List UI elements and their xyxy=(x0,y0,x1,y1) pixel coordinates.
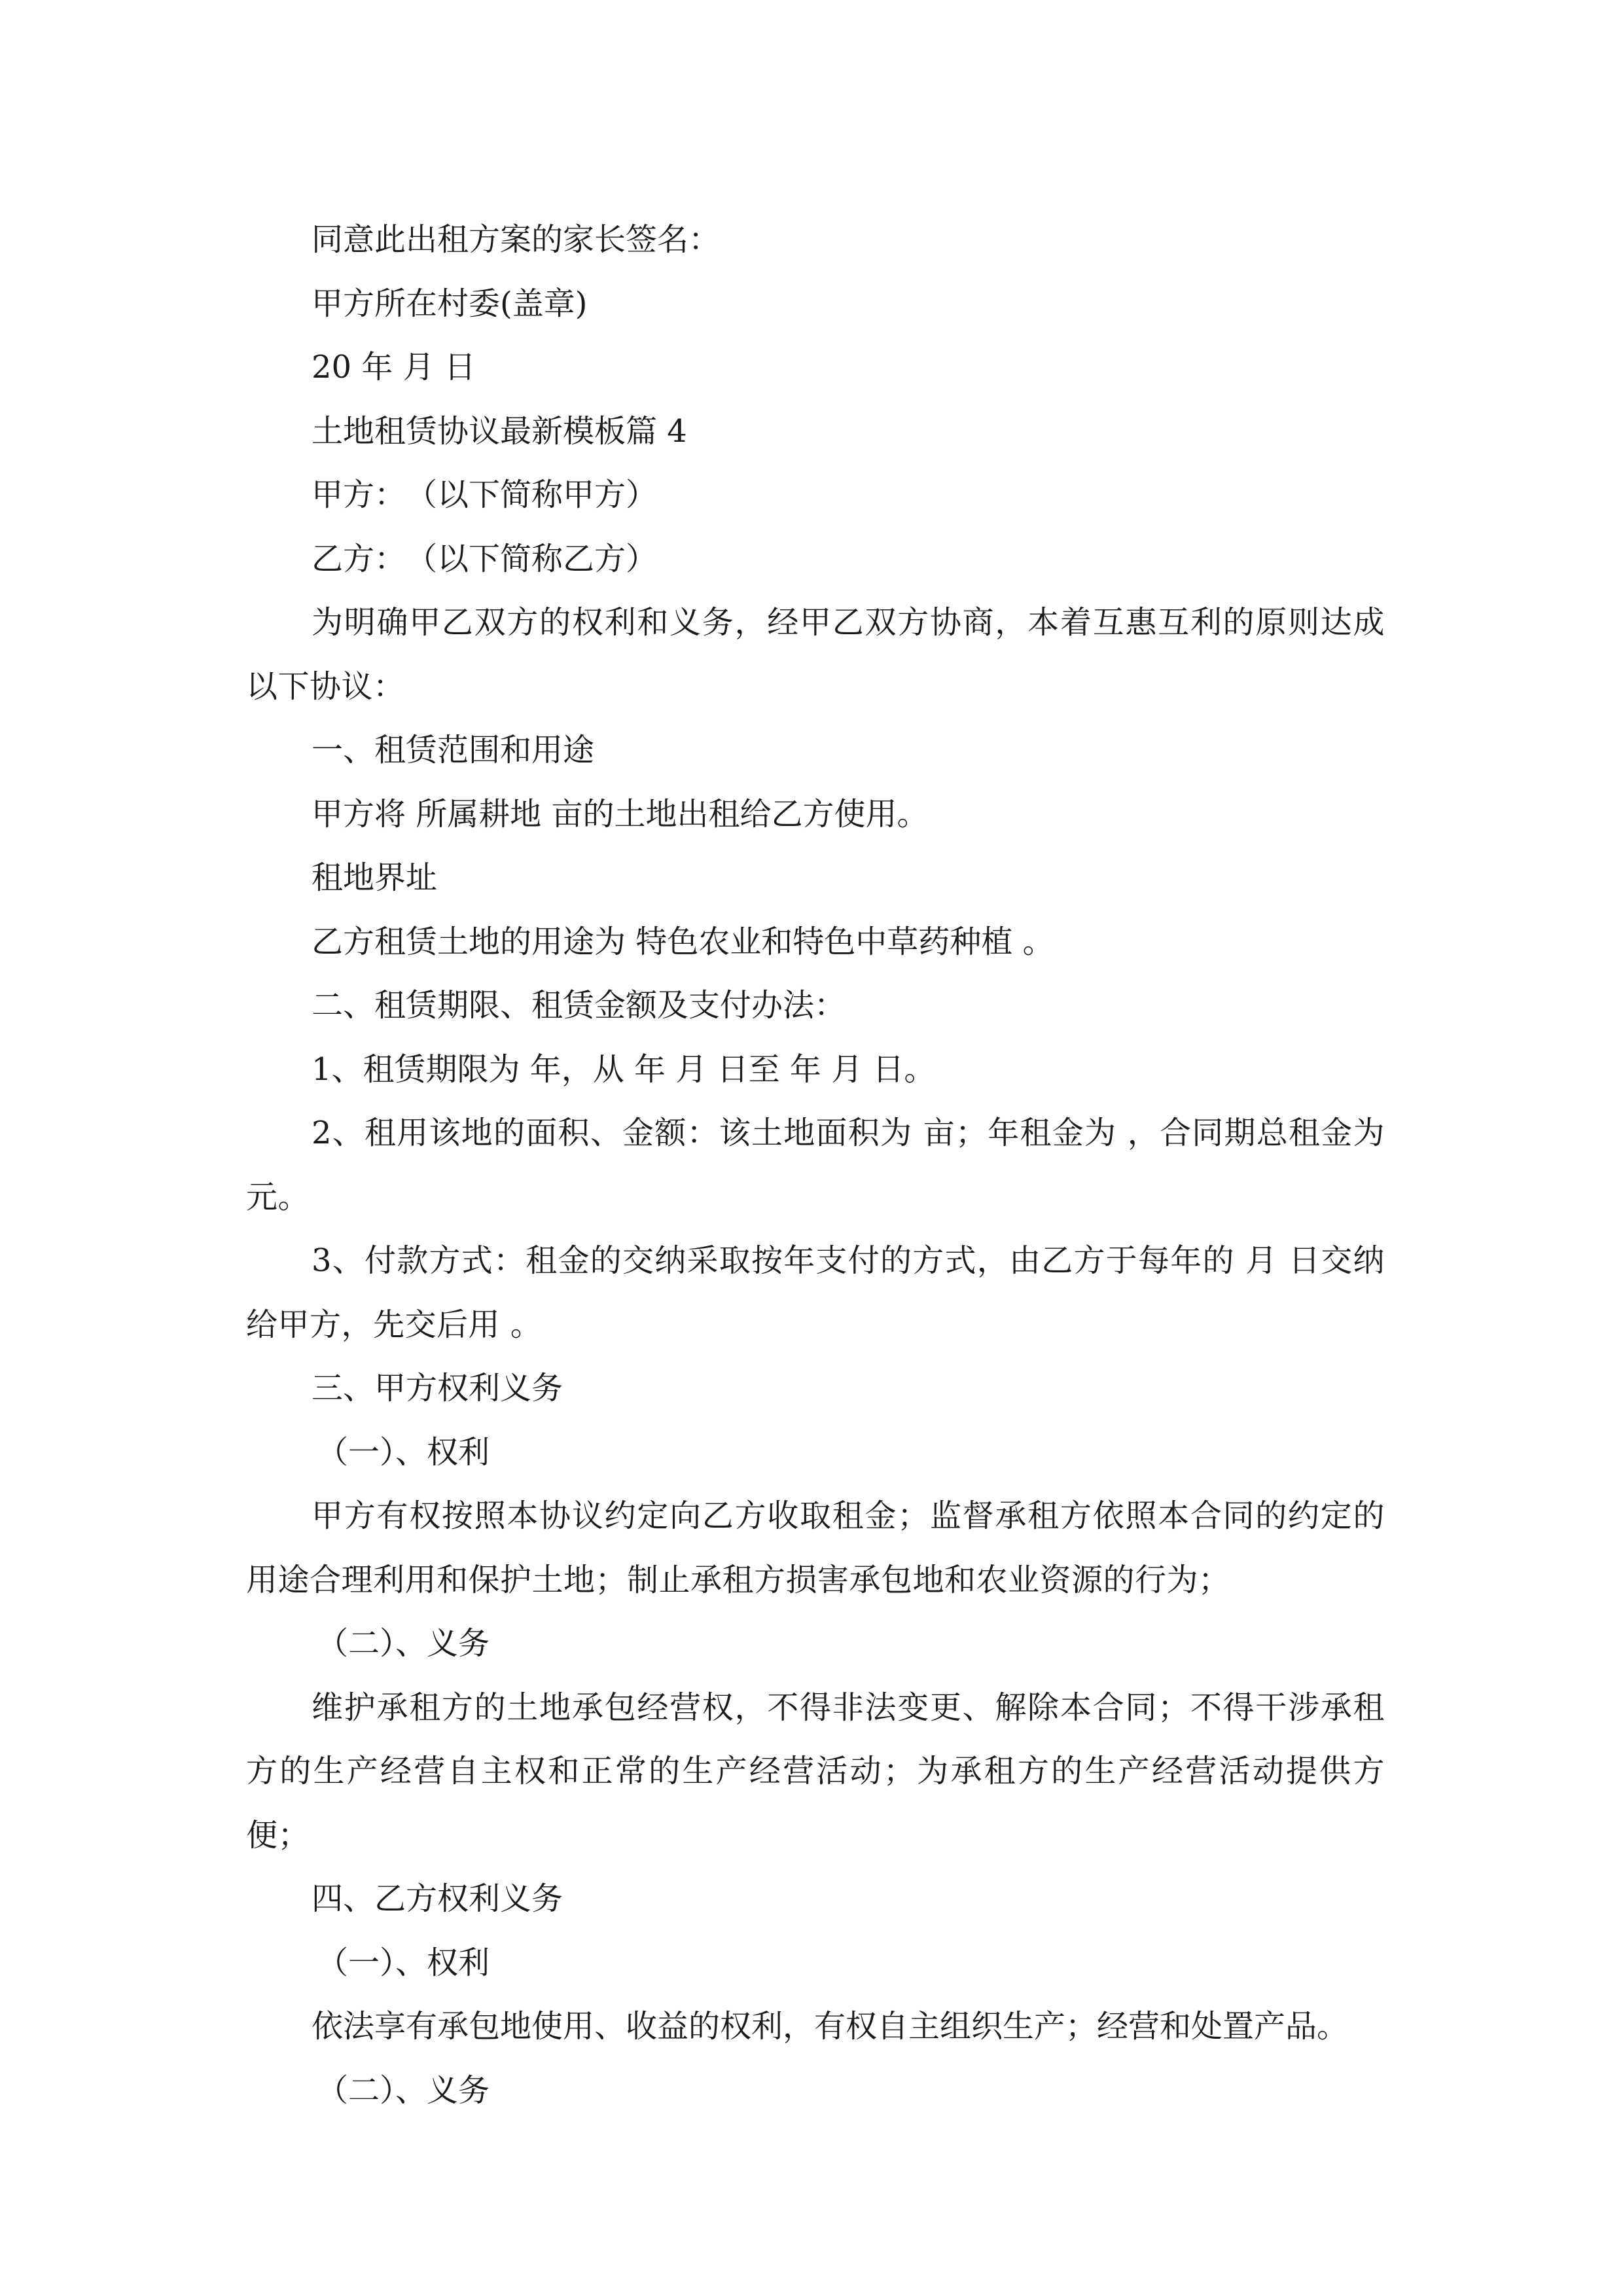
clause-heading-2: 二、租赁期限、租赁金额及支付办法： xyxy=(312,987,846,1024)
party-a-line: 甲方： （以下简称甲方） xyxy=(312,476,658,513)
party-a-rights-heading: （一）、权利 xyxy=(317,1433,490,1471)
party-b-rights-line: 依法享有承包地使用、收益的权利，有权自主组织生产；经营和处置产品。 xyxy=(312,2008,1349,2045)
parent-signature-line: 同意此出租方案的家长签名： xyxy=(312,221,721,258)
payment-method-paragraph: 3、付款方式：租金的交纳采取按年支付的方式，由乙方于每年的 月 日交纳给甲方，先交后用 。 xyxy=(246,1242,1385,1343)
area-amount-paragraph: 2、租用该地的面积、金额：该土地面积为 亩；年租金为 ，合同期总租金为 元。 xyxy=(246,1115,1385,1215)
party-a-rights-paragraph: 甲方有权按照本协议约定向乙方收取租金；监督承租方依照本合同的约定的用途合理利用和保护土地；制止承租方损害承包地和农业资源的行为； xyxy=(246,1498,1385,1598)
document-body xyxy=(246,208,1385,2123)
boundary-line: 租地界址 xyxy=(312,859,438,896)
land-use-line: 乙方租赁土地的用途为 特色农业和特色中草药种植 。 xyxy=(312,923,1054,960)
party-a-duties-heading: （二）、义务 xyxy=(317,1625,490,1662)
clause-heading-4: 四、乙方权利义务 xyxy=(312,1880,563,1917)
lease-area-line: 甲方将 所属耕地 亩的土地出租给乙方使用。 xyxy=(312,795,929,833)
party-b-rights-heading: （一）、权利 xyxy=(317,1944,490,1981)
date-line: 20 年 月 日 xyxy=(312,349,476,386)
clause-heading-1: 一、租赁范围和用途 xyxy=(312,732,595,768)
lease-term-line: 1、租赁期限为 年，从 年 月 日至 年 月 日。 xyxy=(312,1050,936,1088)
section-title: 土地租赁协议最新模板篇 4 xyxy=(312,412,687,450)
party-b-duties-heading: （二）、义务 xyxy=(317,2072,490,2109)
party-a-duties-paragraph: 维护承租方的土地承包经营权，不得非法变更、解除本合同；不得干涉承租方的生产经营自主权和正常的生产经营活动；为承租方的生产经营活动提供方便； xyxy=(246,1689,1385,1854)
party-b-line: 乙方： （以下简称乙方） xyxy=(312,540,658,577)
village-committee-seal-line: 甲方所在村委(盖章) xyxy=(312,285,588,322)
clause-heading-3: 三、甲方权利义务 xyxy=(312,1370,563,1407)
preamble-paragraph: 为明确甲乙双方的权利和义务，经甲乙双方协商，本着互惠互利的原则达成以下协议： xyxy=(246,604,1385,705)
